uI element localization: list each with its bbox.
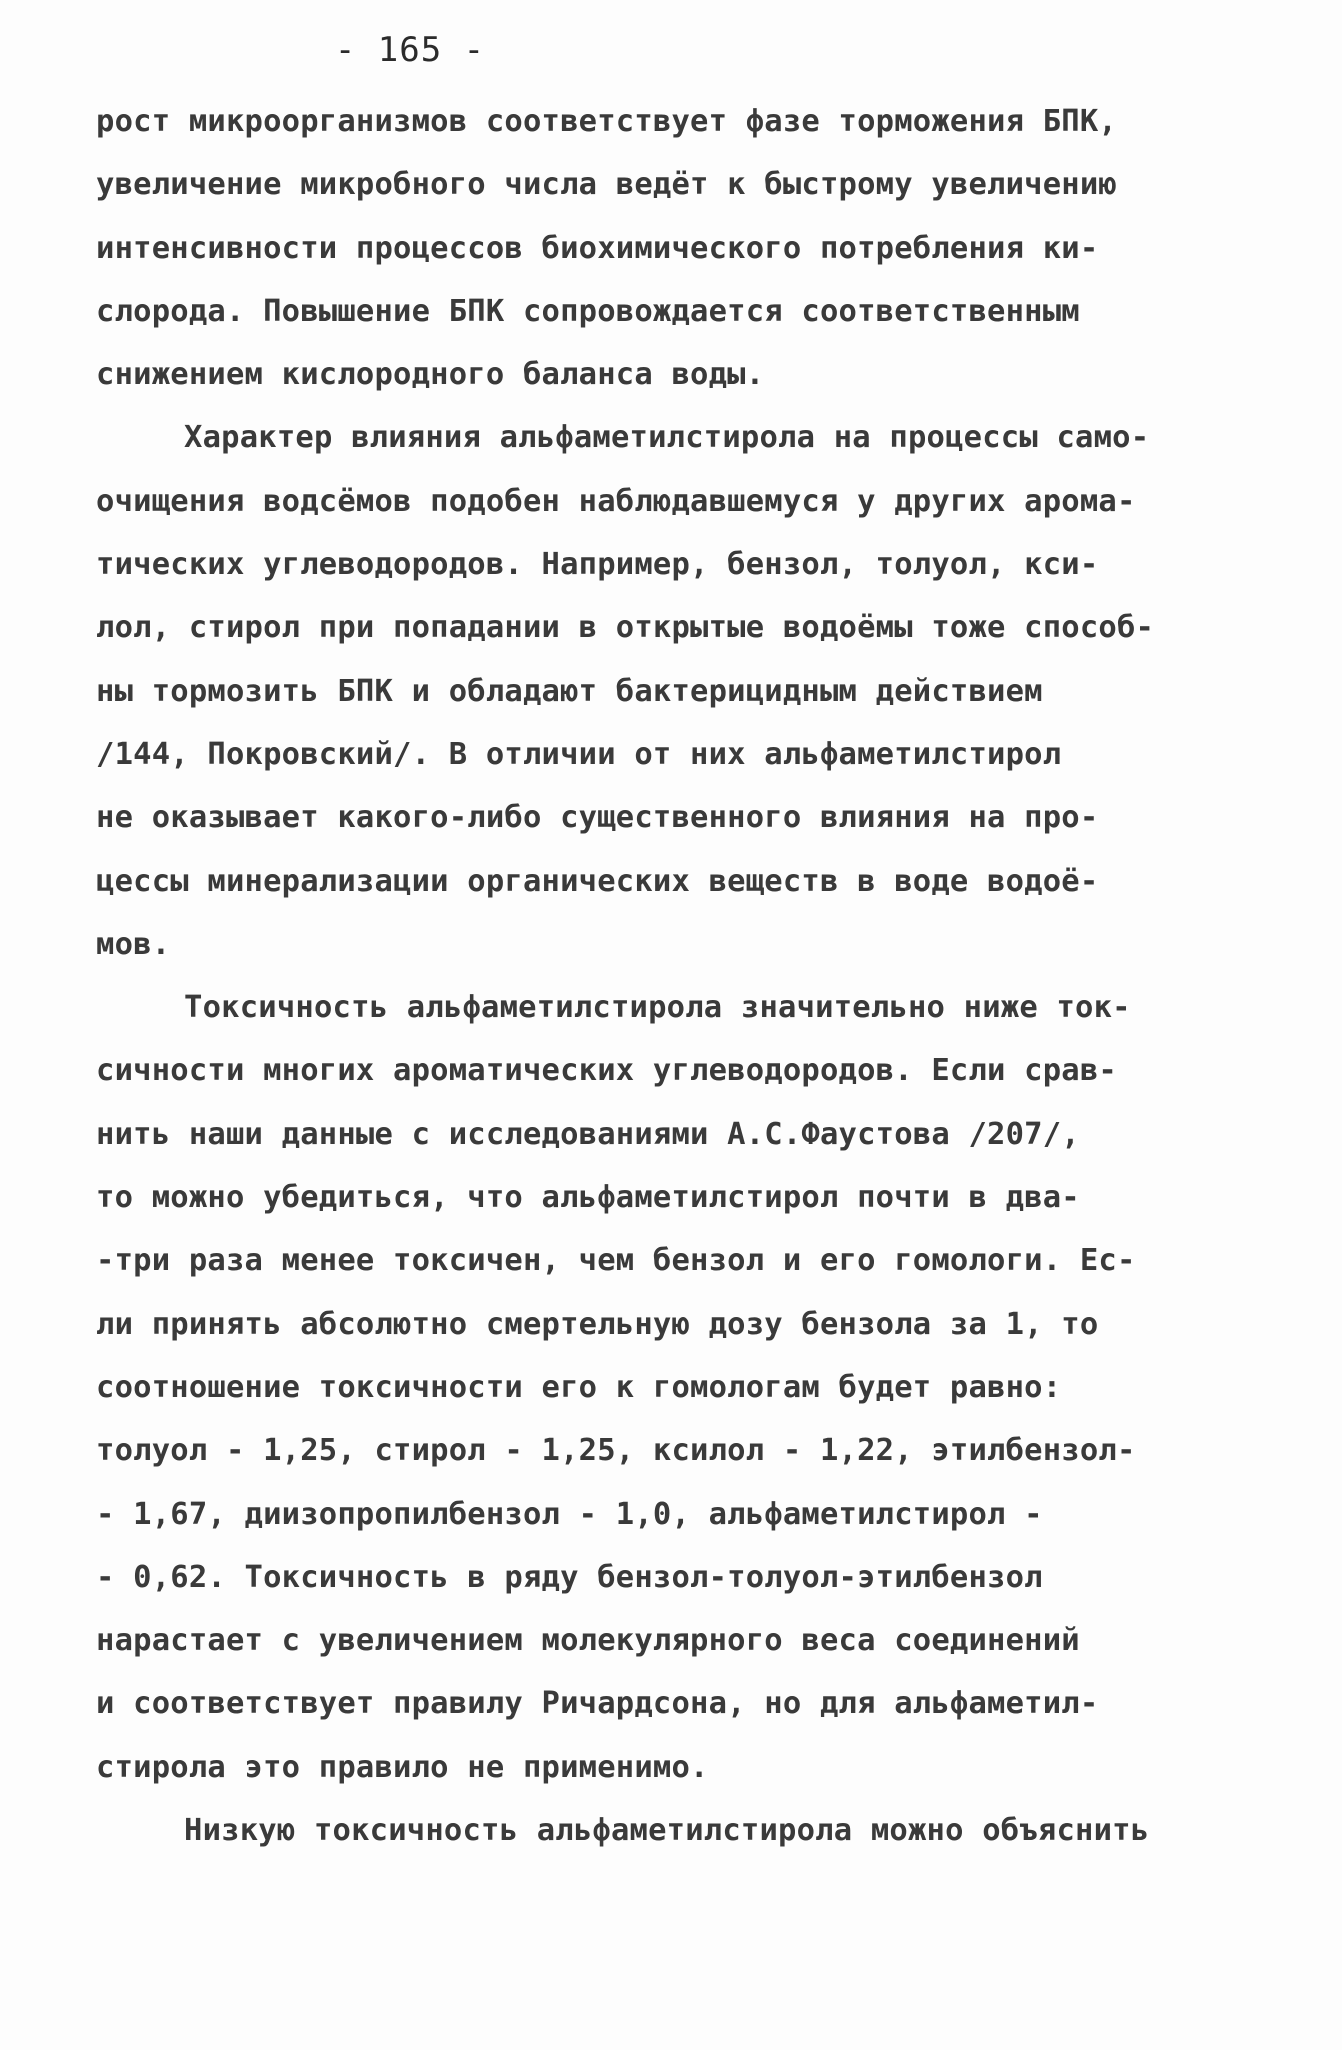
paragraph-first-line: Низкую токсичность альфаметилстирола можно объяснить [184, 1813, 1150, 1849]
text-line: сичности многих ароматических углеводородов. Если срав- [96, 1053, 1117, 1089]
page-number: - 165 - [334, 30, 486, 70]
text-line: не оказывает какого-либо существенного влияния на про- [96, 800, 1099, 836]
text-line: соотношение токсичности его к гомологам будет равно: [96, 1369, 1062, 1405]
text-line: тических углеводородов. Например, бензол, толуол, кси- [96, 547, 1099, 583]
paragraph-first-line: Токсичность альфаметилстирола значительно ниже ток- [184, 990, 1131, 1026]
text-line: стирола это правило не применимо. [96, 1749, 709, 1785]
text-line: цессы минерализации органических веществ в воде водоё- [96, 863, 1099, 899]
text-line: нарастает с увеличением молекулярного веса соединений [96, 1623, 1080, 1659]
text-line: мов. [96, 926, 171, 962]
text-line: очищения водсёмов подобен наблюдавшемуся у других арома- [96, 483, 1136, 519]
text-line: нить наши данные с исследованиями А.С.Фаустова /207/, [96, 1116, 1080, 1152]
paragraph-first-line: Характер влияния альфаметилстирола на процессы само- [184, 420, 1150, 456]
text-line: ли принять абсолютно смертельную дозу бензола за 1, то [96, 1306, 1099, 1342]
text-line: /144, Покровский/. В отличии от них альфаметилстирол [96, 736, 1062, 772]
text-line: снижением кислородного баланса воды. [96, 357, 765, 393]
text-line: лол, стирол при попадании в открытые водоёмы тоже способ- [96, 610, 1155, 646]
text-line: - 1,67, диизопропилбензол - 1,0, альфаметилстирол - [96, 1496, 1043, 1532]
text-line: и соответствует правилу Ричардсона, но для альфаметил- [96, 1686, 1099, 1722]
text-line: слорода. Повышение БПК сопровождается соответственным [96, 293, 1080, 329]
text-line: интенсивности процессов биохимического потребления ки- [96, 230, 1099, 266]
text-line: то можно убедиться, что альфаметилстирол почти в два- [96, 1180, 1080, 1216]
text-line: рост микроорганизмов соответствует фазе торможения БПК, [96, 104, 1117, 139]
text-line: толуол - 1,25, стирол - 1,25, ксилол - 1,22, этилбензол- [96, 1433, 1136, 1469]
text-line: ны тормозить БПК и обладают бактерицидным действием [96, 673, 1043, 709]
text-line: -три раза менее токсичен, чем бензол и его гомологи. Ес- [96, 1243, 1136, 1279]
text-line: - 0,62. Токсичность в ряду бензол-толуол-этилбензол [96, 1559, 1043, 1595]
body-text [96, 90, 1276, 1862]
text-line: увеличение микробного числа ведёт к быстрому увеличению [96, 167, 1117, 203]
